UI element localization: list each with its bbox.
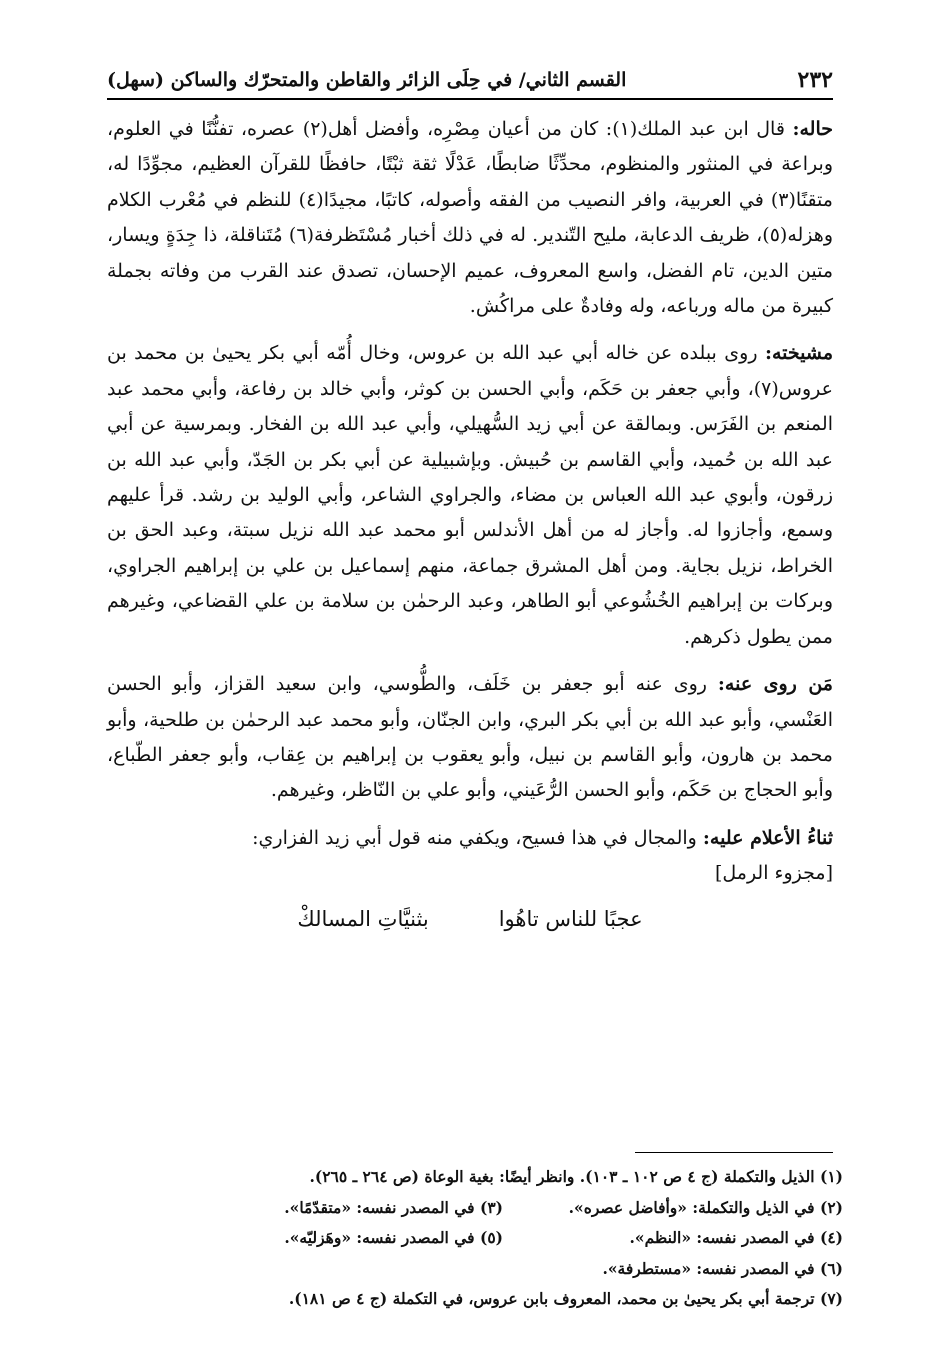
footnote: (٧) ترجمة أبي بكر يحيىٰ بن محمد، المعروف بابن عروس، في التكملة (ج ٤ ص ١٨١). [288,1289,843,1308]
footnotes [110,1162,843,1315]
footnote: (٥) في المصدر نفسه: «وهَزليّه». [284,1228,503,1247]
running-header [107,60,833,100]
section-rawi [107,667,833,809]
footnote: (٢) في الذيل والتكملة: «وأفاضل عصره». [568,1197,843,1217]
main-text [107,112,833,937]
section-heading: مَن روى عنه: [717,673,833,696]
section-thana [107,821,833,892]
footnote: (٤) في المصدر نفسه: «النظم». [629,1228,843,1247]
footnote-row [110,1284,843,1315]
footnote-row [110,1162,843,1193]
footnote-separator [635,1152,833,1153]
footnote-row [110,1254,843,1285]
poem-verse [107,902,833,937]
footnote-row [110,1193,843,1224]
header-rule [107,98,833,100]
section-text: والمجال في هذا فسيح، ويكفي منه قول أبي زيد الفزاري: [252,826,697,849]
section-text: روى عنه أبو جعفر بن خَلَف، والطُّوسي، وابن سعيد القزاز، وأبو الحسن العَنْسي، وأبو عبد الله بن أبي بكر البري، وابن الجنّان، وأبو محمد عبد الرحمٰن بن طلحية، وأبو محمد بن هارون، وأبو القاسم بن نبيل، وأبو يعقوب بن إبراهيم بن عِقاب، وأبو جعفر الطّباع، وأبو الحجاج بن حَكَم، وأبو الحسن الرُّعَيني، وأبو علي بن النّاظر، وغيرهم. [107,673,833,802]
footnote: (٦) في المصدر نفسه: «مستطرفة». [602,1258,843,1278]
page-number: ٢٣٢ [797,67,833,93]
verse-first-hemistich: عجبًا للناس تاهُوا [498,906,643,931]
section-heading: ثناءُ الأعلام عليه: [702,826,833,849]
footnote-row [110,1223,843,1254]
section-mashyakha [107,336,833,655]
section-text: قال ابن عبد الملك(١): كان من أعيان مِصْرِه، وأفضل أهل(٢) عصره، تفنُّنًا في العلوم، وبراعة في المنثور والمنظوم، محدِّثًا ضابطًا، عَدْلًا ثقة ثبْتًا، حافظًا للقرآن العظيم، مجوِّدًا له، متقنًا(٣) في العربية، وافر النصيب من الفقه وأصوله، كاتبًا، مجيدًا(٤) للنظم في مُعْرب الكلام وهزله(٥)، ظريف الدعابة، مليح التّندير. له في ذلك أخبار مُسْتَظرفة(٦) مُتَناقلة، ذا جِدَةٍ ويسار، متين الدين، تام الفضل، واسع المعروف، عميم الإحسان، تصدق عند القرب من وفاته بجملة كبيرة من ماله ورباعه، وله وفادةٌ على مراكُش. [107,118,833,318]
footnote: (٣) في المصدر نفسه: «متقدّمًا». [284,1197,503,1217]
verse-second-hemistich: بثنيَّاتِ المسالكْ [297,906,429,931]
poem-meter: [مجزوء الرمل] [714,862,833,885]
section-heading: حاله: [792,118,833,140]
footnote: (١) الذيل والتكملة (ج ٤ ص ١٠٢ ـ ١٠٣). وانظر أيضًا: بغية الوعاة (ص ٢٦٤ ـ ٢٦٥). [309,1167,843,1186]
section-text: روى ببلده عن خاله أبي عبد الله بن عروس، وخال أُمّه أبي بكر يحيىٰ بن محمد بن عروس(٧)، وأبي جعفر بن حَكَم، وأبي الحسن بن كوثر، وأبي خالد بن رفاعة، وأبي محمد عبد المنعم بن الفَرَس. وبمالقة عن أبي زيد السُّهيلي، وأبي عبد الله بن الفخار. وبمرسية عن أبي عبد الله بن حُميد، وأبي القاسم بن حُبيش. وبإشبيلية عن أبي بكر بن الجَدّ، وأبي عبد الله بن زرقون، وأبوي عبد الله العباس بن مضاء، والجراوي الشاعر، وأبي الوليد بن رشد. قرأ عليهم وسمع، وأجازوا له. وأجاز له من أهل الأندلس أبو محمد عبد الله نزيل سبتة، وعبد الحق بن الخراط، نزيل بجاية. ومن أهل المشرق جماعة، منهم إسماعيل بن علي بن إبراهيم الجراوي، وبركات بن إبراهيم الخُشُوعي أبو الطاهر، وعبد الرحمٰن بن سلامة بن علي القضاعي، وغيرهم ممن يطول ذكرهم. [107,342,834,648]
section-heading: مشيخته: [764,342,833,365]
running-title: القسم الثاني/ في حِلَى الزائر والقاطن والمتحرّك والساكن (سهل) [107,69,627,91]
section-hal [107,112,833,324]
